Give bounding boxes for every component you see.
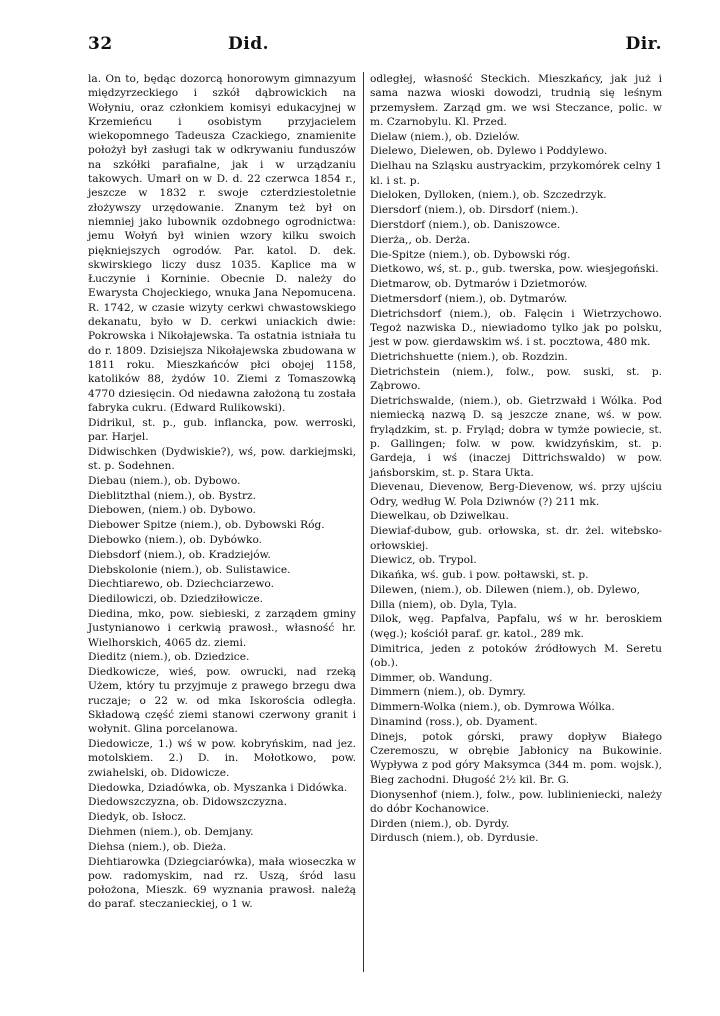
entry: Diebau (niem.), ob. Dybowo. <box>88 474 241 487</box>
entry: Dilla (niem), ob. Dyla, Tyla. <box>370 598 517 611</box>
entry: Dinamind (ross.), ob. Dyament. <box>370 716 538 729</box>
entry: Diewicz, ob. Trypol. <box>370 554 477 567</box>
entry: Dietrichswalde, (niem.), ob. Gietrzwałd i Wólka. Pod niemiecką nazwą D. są jeszcze znane, wś. w pow. frylądzkim, st. p. Fryląd; dobra w tymże powiecie, st. p. Gallingen; folw. w pow. kwidzyńskim, st. p. Gardeja, i wś (inaczej Dittrichswaldo) w pow. jańsborskim, st. p. Stara Ukta. <box>370 395 662 479</box>
column-divider <box>363 72 364 972</box>
entry: Diersdorf (niem.), ob. Dirsdorf (niem.). <box>370 204 579 217</box>
entry: Diehsa (niem.), ob. Dieża. <box>88 840 227 853</box>
entry: Dieditz (niem.), ob. Dziedzice. <box>88 651 250 664</box>
entry: Dievenau, Dievenow, Berg-Dievenow, wś. przy ujściu Odry, według W. Pola Dziwnów (?) 211 mk. <box>370 481 662 508</box>
entry: Dietrichsdorf (niem.), ob. Falęcin i Wietrzychowo. Tegoż nazwiska D., niewiadomo tylko jak po polsku, jest w pow. gierdawskim wś. i st. pocztowa, 480 mk. <box>370 307 662 349</box>
entry: Dirden (niem.), ob. Dyrdy. <box>370 817 510 830</box>
entry: Dielewo, Dielewen, ob. Dylewo i Poddylewo. <box>370 145 608 158</box>
entry: Diebowen, (niem.) ob. Dybowo. <box>88 504 256 517</box>
entry: Diewelkau, ob Dziwelkau. <box>370 510 509 523</box>
entry: Dimmern (niem.), ob. Dymry. <box>370 686 526 699</box>
entry: Didwischken (Dydwiskie?), wś, pow. darkiejmski, st. p. Sodehnen. <box>88 445 356 473</box>
entry: Dilok, węg. Papfalva, Papfalu, wś w hr. beroskiem (węg.); kościół paraf. gr. katol., 289 mk. <box>370 613 662 640</box>
guide-word-left: Did. <box>228 34 270 54</box>
entry: Diebowko (niem.), ob. Dybówko. <box>88 534 263 546</box>
entry: Didrikul, st. p., gub. inflancka, pow. werroski, par. Harjel. <box>88 416 356 443</box>
entry: Diechtiarewo, ob. Dziechciarzewo. <box>88 578 274 591</box>
entry: Dietkowo, wś, st. p., gub. twerska, pow. wiesjegoński. <box>370 263 659 276</box>
entry: Diebskolonie (niem.), ob. Sulistawice. <box>88 563 291 576</box>
entry: Dinejs, potok górski, prawy dopływ Białego Czeremoszu, w obrębie Jabłonicy na Bukowinie. Wypływa z pod góry Maksymca (344 m. pom. wojsk.), Bieg zachodni. Długość 2½ kil. Br. G. <box>370 730 662 786</box>
entry: Dietrichshuette (niem.), ob. Rozdzin. <box>370 351 568 364</box>
entry: la. On to, będąc dozorcą honorowym gimnazyum międzyrzeckiego i szkół dąbrowickich na Wołyniu, oraz członkiem komisyi edukacyjnej w Krzemieńcu i osobistym przyjacielem wiekopomnego Tadeusza Czackiego, znamienite położył był zasługi tak w odkrywaniu funduszów na szkółki parafialne, jak i w urządzaniu takowych. Umarł on w D. d. 22 czerwca 1854 r., jeszcze w 1832 r. swoje czterdziestoletnie złożywszy urzędowanie. Znanym też był on niemniej jako lubownik ozdobnego ogrodnictwa: jemu Wołyń był winien wzory kilku swoich piękniejszych ogrodów. Par. katol. D. dek. skwirskiego liczy dusz 1035. Kaplice ma w Łuczynie i Korninie. Obecnie D. należy do Ewarysta Chojeckiego, wnuka Jana Nepomucena. R. 1742, w czasie wizyty cerkwi chwastowskiego dekanatu, było w D. cerkwi uniackich dwie: Pokrowska i Nikołajewska. Ta ostatnia istniała tu do r. 1809. Dzisiejsza Nikołajewska zbudowana w 1811 roku. Mieszkańców płci obojej 1158, katolików 88, żydów 10. Ziemi z Tomaszowką 4770 dziesięcin. Od niedawna założoną tu została fabryka cukru. (Edward Rulikowski). <box>88 73 356 414</box>
entry: Diebower Spitze (niem.), ob. Dybowski Róg. <box>88 519 325 532</box>
entry: Diedina, mko, pow. siebieski, z zarządem gminy Justynianowo i cerkwią prawosł., własność hr. Wielhorskich, 4065 dz. ziemi. <box>88 607 356 649</box>
entry: Die-Spitze (niem.), ob. Dybowski róg. <box>370 248 571 261</box>
guide-word-right: Dir. <box>625 34 662 54</box>
entry: Diedkowicze, wieś, pow. owrucki, nad rzeką Użem, który tu przyjmuje z prawego brzegu dwa ruczaje; o 22 w. od mka Iskorościa odległa. Składową część ziemi stanowi czerwony granit i wołynit. Glina porcelanowa. <box>88 666 356 736</box>
entry: Dimitrica, jeden z potoków źródłowych M. Seretu (ob.). <box>370 642 662 669</box>
entry: Dielhau na Szląsku austryackim, przykomórek celny 1 kl. i st. p. <box>370 160 662 187</box>
entry: Dionysenhof (niem.), folw., pow. lublinieniecki, należy do dóbr Kochanowice. <box>370 788 662 815</box>
entry: Diedowicze, 1.) wś w pow. kobryńskim, nad jez. motolskiem. 2.) D. in. Mołotkowo, pow. zwiahelski, ob. Didowicze. <box>88 738 356 779</box>
entry: odległej, własność Steckich. Mieszkańcy, jak już i sama nazwa wioski dowodzi, trudnią się leśnym przemysłem. Zarząd gm. we wsi Steczance, polic. w m. Czarnobylu. Kl. Przed. <box>370 73 662 128</box>
entry: Diebsdorf (niem.), ob. Kradziejów. <box>88 548 271 561</box>
left-column <box>88 72 356 912</box>
entry: Diedilowiczi, ob. Dziedziłowicze. <box>88 593 263 606</box>
entry: Dimmern-Wolka (niem.), ob. Dymrowa Wólka. <box>370 701 615 714</box>
entry: Diedyk, ob. Isłocz. <box>88 811 187 824</box>
entry: Dierża,, ob. Derża. <box>370 233 471 246</box>
entry: Dielaw (niem.), ob. Dzielów. <box>370 130 520 143</box>
entry: Dierstdorf (niem.), ob. Daniszowce. <box>370 218 561 231</box>
page-number: 32 <box>88 34 113 54</box>
entry: Diehtiarowka (Dziegciarówka), mała wioseczka w pow. radomyskim, nad rz. Uszą, śród lasu położona, Mieszk. 69 wyznania prawosł. należą do paraf. steczanieckiej, o 1 w. <box>88 855 356 911</box>
entry: Dimmer, ob. Wandung. <box>370 671 493 684</box>
right-column <box>370 72 662 846</box>
entry: Dikańka, wś. gub. i pow. połtawski, st. p. <box>370 569 589 582</box>
entry: Diehmen (niem.), ob. Demjany. <box>88 825 254 838</box>
entry: Diedowszczyzna, ob. Didowszczyzna. <box>88 796 287 809</box>
entry: Dieloken, Dylloken, (niem.), ob. Szczedrzyk. <box>370 189 607 202</box>
entry: Diewiaf-dubow, gub. orłowska, st. dr. żel. witebsko-orłowskiej. <box>370 525 662 552</box>
page-header <box>88 34 662 56</box>
entry: Diedowka, Dziadówka, ob. Myszanka i Didówka. <box>88 781 348 794</box>
entry: Dietrichstein (niem.), folw., pow. suski, st. p. Ząbrowo. <box>370 365 662 393</box>
entry: Dirdusch (niem.), ob. Dyrdusie. <box>370 832 539 845</box>
entry: Dietmersdorf (niem.), ob. Dytmarów. <box>370 292 568 305</box>
entry: Dietmarow, ob. Dytmarów i Dzietmorów. <box>370 278 588 291</box>
entry: Dieblitzthal (niem.), ob. Bystrz. <box>88 489 256 502</box>
entry: Dilewen, (niem.), ob. Dilewen (niem.), ob. Dylewo, <box>370 583 641 596</box>
